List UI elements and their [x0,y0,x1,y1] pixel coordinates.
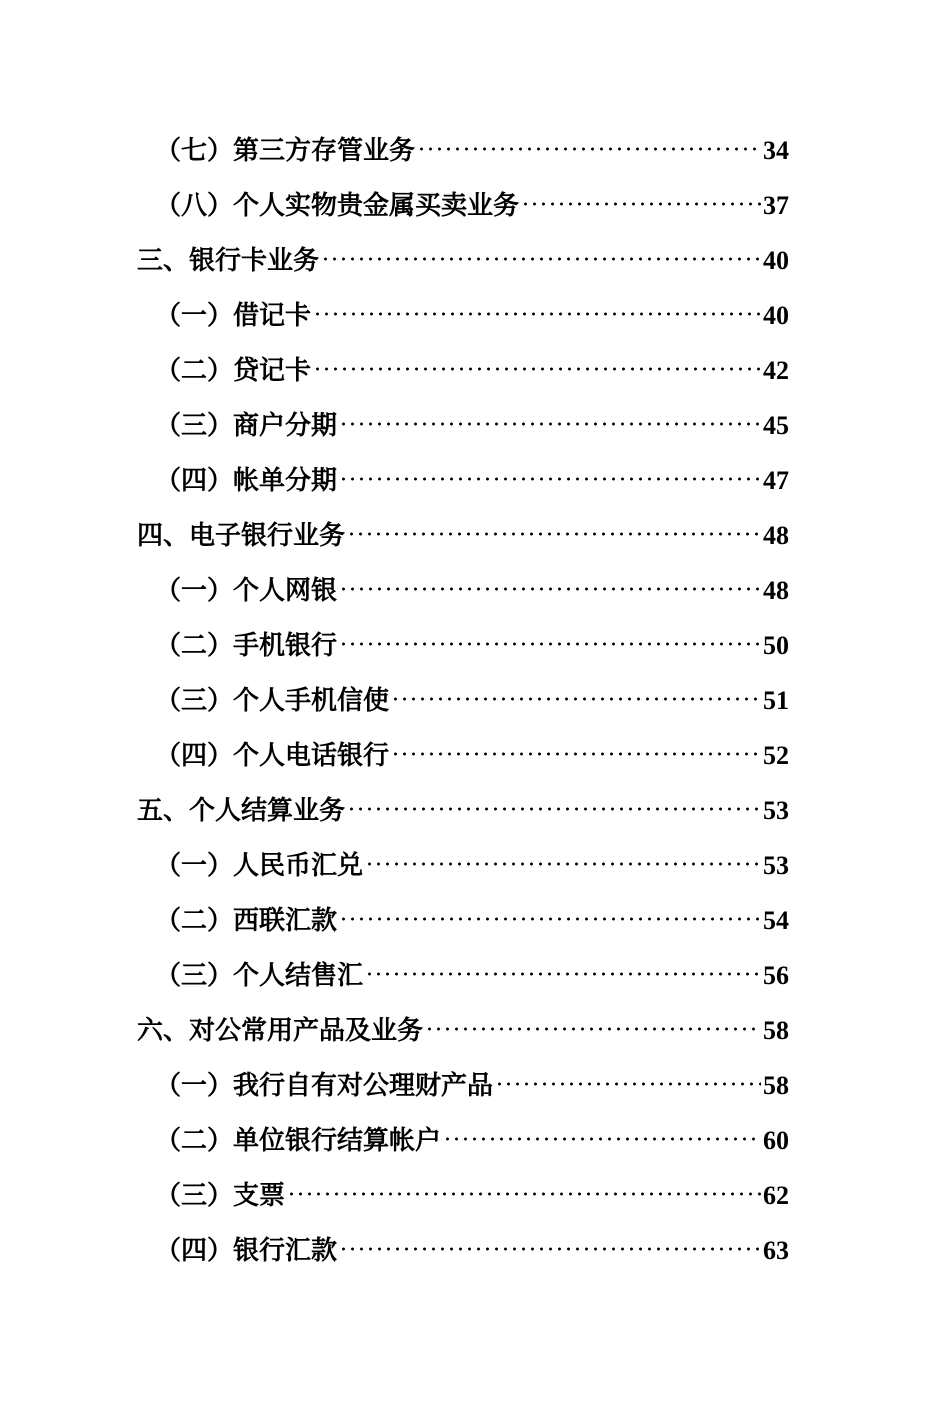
toc-section-entry[interactable] [137,673,789,728]
toc-entry-page-number: 53 [763,851,789,880]
toc-entry-title: （二）单位银行结算帐户 [155,1126,442,1156]
toc-entry-title: （四）帐单分期 [155,466,338,496]
dot-leader [339,475,761,483]
toc-entry-title: （三）个人结售汇 [155,961,364,991]
toc-entry-title: （二）贷记卡 [155,356,312,386]
toc-entry-page-number: 48 [763,521,789,550]
dot-leader [365,860,761,868]
dot-leader [287,1190,761,1198]
toc-entry-title: （二）手机银行 [155,631,338,661]
dot-leader [339,1245,761,1253]
toc-entry-page-number: 47 [763,466,789,495]
toc-entry-page-number: 45 [763,411,789,440]
toc-entry-page-number: 62 [763,1181,789,1210]
dot-leader [321,255,761,263]
toc-chapter-entry[interactable] [137,508,789,563]
toc-entry-title: （三）个人手机信使 [155,686,390,716]
toc-entry-title: 六、对公常用产品及业务 [137,1016,424,1046]
dot-leader [339,585,761,593]
toc-entry-page-number: 56 [763,961,789,990]
toc-entry-title: 四、电子银行业务 [137,521,346,551]
toc-chapter-entry[interactable] [137,783,789,838]
dot-leader [495,1080,761,1088]
toc-entry-title: （一）人民币汇兑 [155,851,364,881]
toc-entry-page-number: 40 [763,301,789,330]
dot-leader [391,695,761,703]
dot-leader [443,1135,761,1143]
toc-section-entry[interactable] [137,563,789,618]
dot-leader [347,805,761,813]
toc-section-entry[interactable] [137,398,789,453]
toc-entry-title: （四）个人电话银行 [155,741,390,771]
toc-entry-page-number: 42 [763,356,789,385]
toc-section-entry[interactable] [137,178,789,233]
dot-leader [313,365,761,373]
toc-section-entry[interactable] [137,343,789,398]
dot-leader [339,640,761,648]
toc-section-entry[interactable] [137,1168,789,1223]
dot-leader [313,310,761,318]
dot-leader [391,750,761,758]
toc-entry-page-number: 58 [763,1071,789,1100]
toc-entry-page-number: 58 [763,1016,789,1045]
toc-entry-page-number: 53 [763,796,789,825]
toc-section-entry[interactable] [137,1058,789,1113]
toc-entry-page-number: 63 [763,1236,789,1265]
toc-entry-page-number: 52 [763,741,789,770]
dot-leader [425,1025,761,1033]
toc-section-entry[interactable] [137,1223,789,1278]
toc-entry-page-number: 48 [763,576,789,605]
toc-section-entry[interactable] [137,838,789,893]
toc-entry-title: （三）商户分期 [155,411,338,441]
toc-entry-page-number: 51 [763,686,789,715]
toc-entry-title: （七）第三方存管业务 [155,136,416,166]
dot-leader [339,420,761,428]
toc-section-entry[interactable] [137,893,789,948]
toc-entry-page-number: 54 [763,906,789,935]
toc-chapter-entry[interactable] [137,1003,789,1058]
toc-section-entry[interactable] [137,288,789,343]
toc-entry-title: （一）我行自有对公理财产品 [155,1071,494,1101]
toc-section-entry[interactable] [137,123,789,178]
toc-entry-page-number: 37 [763,191,789,220]
toc-section-entry[interactable] [137,728,789,783]
toc-entry-page-number: 34 [763,136,789,165]
toc-entry-title: （八）个人实物贵金属买卖业务 [155,191,520,221]
dot-leader [417,145,761,153]
table-of-contents [137,123,789,1278]
toc-section-entry[interactable] [137,618,789,673]
toc-section-entry[interactable] [137,453,789,508]
toc-entry-title: （一）借记卡 [155,301,312,331]
dot-leader [339,915,761,923]
toc-entry-title: （三）支票 [155,1181,286,1211]
dot-leader [347,530,761,538]
toc-section-entry[interactable] [137,1113,789,1168]
dot-leader [521,200,761,208]
dot-leader [365,970,761,978]
toc-chapter-entry[interactable] [137,233,789,288]
toc-entry-title: 三、银行卡业务 [137,246,320,276]
toc-section-entry[interactable] [137,948,789,1003]
toc-entry-title: （一）个人网银 [155,576,338,606]
toc-entry-page-number: 60 [763,1126,789,1155]
toc-entry-page-number: 50 [763,631,789,660]
toc-entry-page-number: 40 [763,246,789,275]
toc-entry-title: （二）西联汇款 [155,906,338,936]
toc-entry-title: （四）银行汇款 [155,1236,338,1266]
toc-entry-title: 五、个人结算业务 [137,796,346,826]
